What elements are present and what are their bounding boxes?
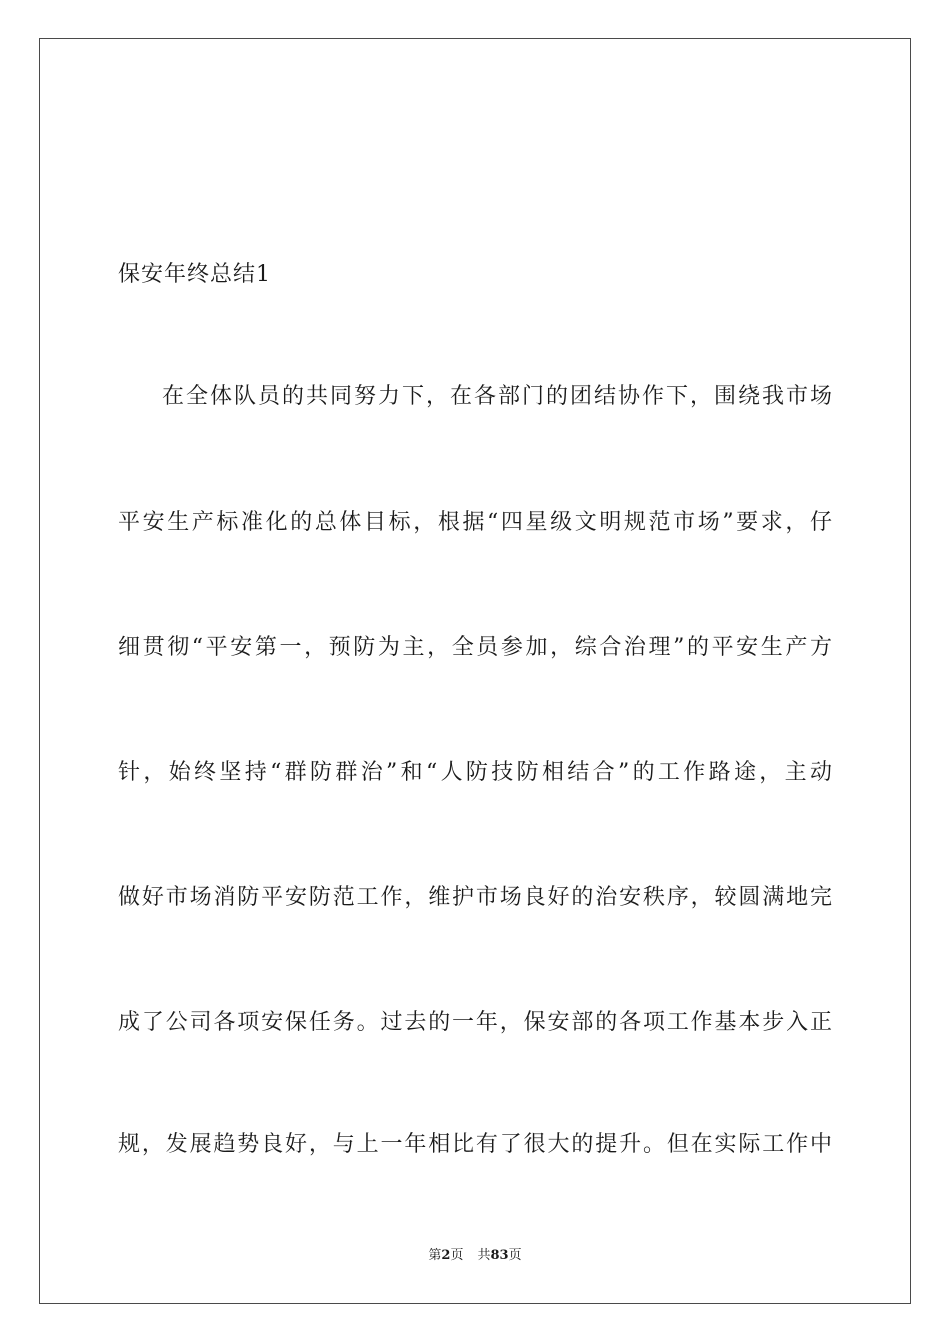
page-border <box>39 38 911 1304</box>
paragraph-line-4: 针，始终坚持“群防群治”和“人防技防相结合”的工作路途，主动 <box>118 760 832 785</box>
page-prefix: 第 <box>428 1248 442 1263</box>
page-unit: 页 <box>450 1248 464 1263</box>
paragraph-line-1: 在全体队员的共同努力下，在各部门的团结协作下，围绕我市场 <box>162 384 832 409</box>
document-title: 保安年终总结1 <box>118 262 271 287</box>
current-page-number: 2 <box>441 1248 451 1263</box>
page-footer <box>0 1247 950 1265</box>
total-unit: 页 <box>508 1248 522 1263</box>
paragraph-line-2: 平安生产标准化的总体目标，根据“四星级文明规范市场”要求，仔 <box>118 510 832 535</box>
total-prefix: 共 <box>477 1248 491 1263</box>
total-page-number: 83 <box>490 1248 509 1263</box>
paragraph-line-7: 规，发展趋势良好，与上一年相比有了很大的提升。但在实际工作中 <box>118 1132 832 1157</box>
paragraph-line-6: 成了公司各项安保任务。过去的一年，保安部的各项工作基本步入正 <box>118 1010 832 1035</box>
paragraph-line-3: 细贯彻“平安第一，预防为主，全员参加，综合治理”的平安生产方 <box>118 635 832 660</box>
paragraph-line-5: 做好市场消防平安防范工作，维护市场良好的治安秩序，较圆满地完 <box>118 885 832 910</box>
